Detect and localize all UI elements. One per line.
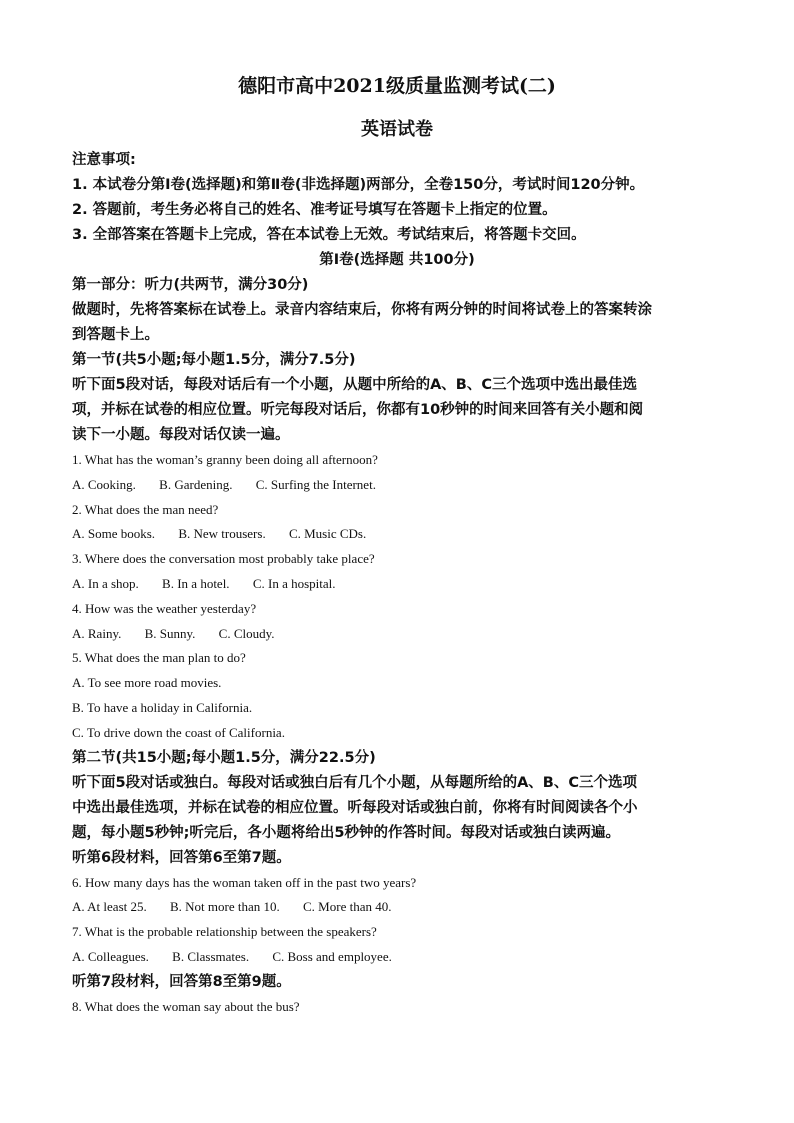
option-a: A. At least 25. — [72, 899, 147, 915]
option-b: B. New trousers. — [178, 526, 266, 542]
option-a: A. Some books. — [72, 526, 156, 542]
option-a: A. Rainy. — [72, 625, 122, 641]
option-row — [72, 622, 722, 647]
option-a: A. In a shop. — [72, 575, 139, 591]
section-instruction: 听下面5段对话，每段对话后有一个小题，从题中所给的A、B、C三个选项中选出最佳选 — [72, 377, 638, 393]
exam-subtitle: 英语试卷 — [361, 119, 433, 140]
option-a: A. To see more road movies. — [72, 675, 222, 691]
option-b: B. Not more than 10. — [170, 899, 280, 915]
section-instruction: 题，每小题5秒钟;听完后，各小题将给出5秒钟的作答时间。每段对话或独白读两遍。 — [72, 824, 620, 841]
question-stem: 3. Where does the conversation most probably take place? — [72, 551, 375, 567]
option-c: C. Surfing the Internet. — [255, 476, 376, 492]
question-stem: 8. What does the woman say about the bus? — [72, 998, 300, 1014]
section-instruction: 项，并标在试卷的相应位置。听完每段对话后，你都有10秒钟的时间来回答有关小题和阅 — [72, 402, 644, 418]
option-b: B. To have a holiday in California. — [72, 699, 253, 715]
option-a: A. Colleagues. — [72, 948, 149, 964]
option-b: B. Sunny. — [144, 625, 196, 641]
option-a: A. Cooking. — [72, 476, 136, 492]
option-b: B. Classmates. — [172, 948, 250, 964]
part-title: 第一部分：听力(共两节，满分30分) — [72, 277, 309, 293]
option-c: C. More than 40. — [303, 899, 392, 915]
option-c: C. Boss and employee. — [272, 948, 392, 964]
question-stem: 6. How many days has the woman taken off in the past two years? — [72, 874, 417, 890]
option-c: C. Music CDs. — [288, 526, 367, 542]
question-stem: 7. What is the probable relationship between the speakers? — [72, 924, 377, 940]
option-b: B. Gardening. — [159, 476, 233, 492]
option-row — [72, 945, 722, 970]
option-b: B. In a hotel. — [162, 575, 230, 591]
section-instruction: 听下面5段对话或独白。每段对话或独白后有几个小题，从每题所给的A、B、C三个选项 — [72, 774, 638, 791]
part-instruction: 做题时，先将答案标在试卷上。录音内容结束后，你将有两分钟的时间将试卷上的答案转涂 — [72, 302, 652, 318]
option-row — [72, 522, 722, 547]
exam-title: 德阳市高中2021级质量监测考试(二) — [238, 75, 556, 97]
notice-item: 1. 本试卷分第Ⅰ卷(选择题)和第Ⅱ卷(非选择题)两部分，全卷150分，考试时间120分钟。 — [72, 177, 645, 193]
exam-page — [72, 70, 722, 1020]
section-instruction: 读下一小题。每段对话仅读一遍。 — [72, 427, 290, 443]
option-c: C. To drive down the coast of California. — [72, 724, 285, 740]
option-c: C. Cloudy. — [218, 625, 275, 641]
option-row — [72, 473, 722, 498]
section-title: 第二节(共15小题;每小题1.5分，满分22.5分) — [72, 749, 376, 766]
question-stem: 4. How was the weather yesterday? — [72, 600, 257, 616]
question-stem: 5. What does the man plan to do? — [72, 650, 246, 666]
section-instruction: 中选出最佳选项，并标在试卷的相应位置。听每段对话或独白前，你将有时间阅读各个小 — [72, 799, 638, 816]
material-heading: 听第7段材料，回答第8至第9题。 — [72, 973, 291, 990]
material-heading: 听第6段材料，回答第6至第7题。 — [72, 849, 291, 866]
notice-heading: 注意事项: — [72, 152, 136, 168]
option-row — [72, 895, 722, 920]
volume-title: 第Ⅰ卷(选择题 共100分) — [319, 252, 475, 268]
section-title: 第一节(共5小题;每小题1.5分，满分7.5分) — [72, 352, 356, 368]
notice-item: 2. 答题前，考生务必将自己的姓名、准考证号填写在答题卡上指定的位置。 — [72, 202, 557, 218]
option-c: C. In a hospital. — [252, 575, 336, 591]
notice-item: 3. 全部答案在答题卡上完成，答在本试卷上无效。考试结束后，将答题卡交回。 — [72, 227, 586, 243]
part-instruction: 到答题卡上。 — [72, 327, 159, 343]
option-row — [72, 572, 722, 597]
question-stem: 1. What has the woman’s granny been doing all afternoon? — [72, 452, 378, 467]
question-stem: 2. What does the man need? — [72, 501, 219, 517]
